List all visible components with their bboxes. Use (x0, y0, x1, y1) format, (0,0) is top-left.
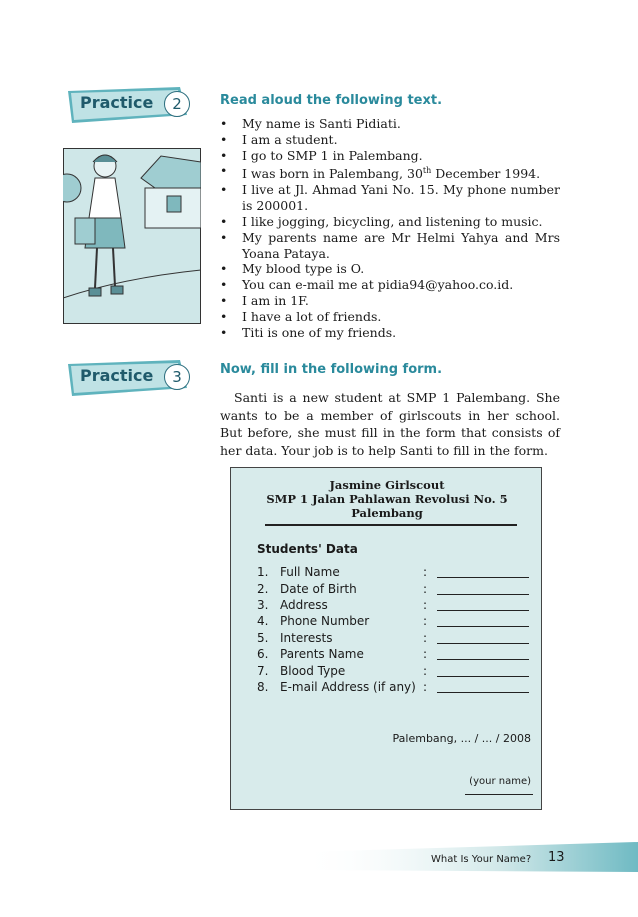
list-item: • I am in 1F. (220, 292, 309, 308)
list-item: • I like jogging, bicycling, and listening to music. (220, 213, 543, 229)
form-title: Jasmine Girlscout (329, 478, 445, 492)
list-item: • I am a student. (220, 131, 338, 147)
list-item: • You can e-mail me at pidia94@yahoo.co.id. (220, 277, 514, 293)
list-item: • My parents name are Mr Helmi Yahya and Mrs Yoana Pataya. (220, 229, 560, 261)
blank-field[interactable] (437, 594, 529, 595)
section-title: Students' Data (257, 542, 358, 556)
footer-title: What Is Your Name? (431, 854, 532, 865)
signature-label: (your name) (469, 776, 531, 787)
instruction-paragraph: Santi is a new student at SMP 1 Palembang. She wants to be a member of girlscouts in her school. But before, she must fill in the form that consists of her data. Your job is to help Santi to fill in the form. (220, 390, 560, 458)
practice-number: 3 (164, 364, 190, 390)
blank-field[interactable] (437, 659, 529, 660)
blank-field[interactable] (437, 577, 529, 578)
practice-label: Practice (80, 93, 154, 112)
form-row: 5. Interests : (257, 631, 537, 648)
bullet-list (218, 116, 560, 340)
practice-number: 2 (164, 91, 190, 117)
form-row: 3. Address : (257, 598, 537, 615)
practice-2-heading: Read aloud the following text. (220, 93, 443, 108)
form-row: 4. Phone Number : (257, 614, 537, 631)
form-row: 2. Date of Birth : (257, 582, 537, 599)
list-item: • My blood type is O. (220, 261, 365, 277)
date-line: Palembang, ... / ... / 2008 (392, 732, 531, 745)
form-school: SMP 1 Jalan Pahlawan Revolusi No. 5 (266, 492, 508, 506)
registration-form (230, 467, 542, 810)
practice-label: Practice (80, 366, 154, 385)
practice-3-badge (62, 360, 187, 396)
list-item: • My name is Santi Pidiati. (220, 116, 401, 131)
practice-3-heading: Now, fill in the following form. (220, 362, 443, 377)
form-row: 7. Blood Type : (257, 664, 537, 681)
form-row: 6. Parents Name : (257, 647, 537, 664)
form-row: 8. E-mail Address (if any) : (257, 680, 537, 697)
practice-2-badge (62, 87, 187, 123)
signature-line (465, 794, 533, 795)
student-illustration (63, 148, 201, 324)
list-item: • I go to SMP 1 in Palembang. (220, 147, 423, 163)
form-city: Palembang (351, 506, 423, 520)
list-item: • Titi is one of my friends. (220, 324, 397, 340)
list-item: • I have a lot of friends. (220, 308, 382, 324)
list-item: • I was born in Palembang, 30th December 1994. (220, 163, 541, 182)
page-number: 13 (548, 850, 565, 865)
blank-field[interactable] (437, 626, 529, 627)
blank-field[interactable] (437, 610, 529, 611)
blank-field[interactable] (437, 692, 529, 693)
list-item: • I live at Jl. Ahmad Yani No. 15. My phone number is 200001. (220, 182, 560, 214)
form-row: 1. Full Name : (257, 565, 537, 582)
blank-field[interactable] (437, 676, 529, 677)
blank-field[interactable] (437, 643, 529, 644)
divider (265, 524, 517, 526)
